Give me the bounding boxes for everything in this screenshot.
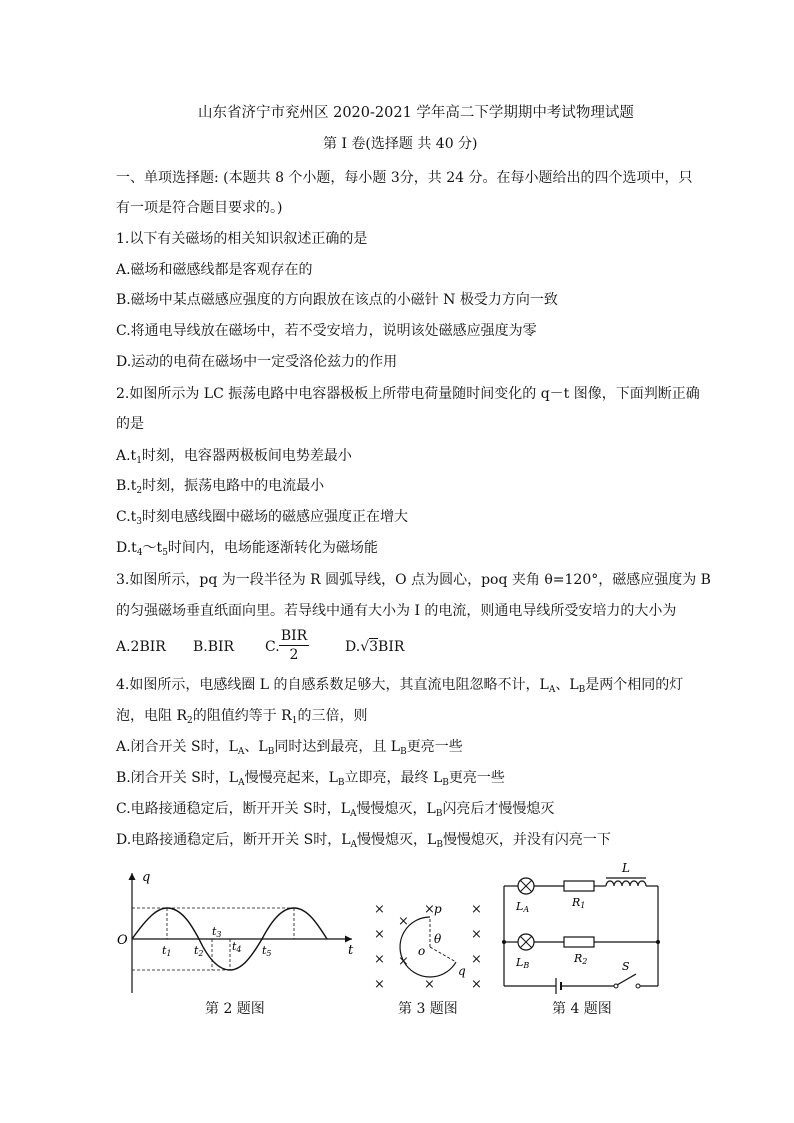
fig3-field-crosses (374, 902, 482, 992)
section-instructions-line1: 一、单项选择题: (本题共 8 个小题，每小题 3分，共 24 分。在每小题给出的四个选项中，只 (116, 170, 693, 186)
q3-fraction-denominator: 2 (289, 647, 299, 663)
fig4-inductor-l (606, 881, 646, 886)
q2-stem-line2: 的是 (116, 416, 144, 432)
fig2-qt-graph (112, 868, 362, 998)
q4-stem-line2: 泡，电阻 $R_2$的阻值约等于 $R_1$的三倍，则 (116, 708, 368, 726)
fig3-p-label: p (434, 902, 442, 916)
q2-option-d: $D.t_4\sim t_5$时间内，电场能逐渐转化为磁场能 (116, 540, 378, 558)
fig2-t4-label: t4 (232, 940, 242, 954)
fig3-radius-oq (430, 947, 456, 962)
svg-text:×: × (424, 902, 435, 917)
fig2-t5-label: t5 (262, 944, 272, 958)
fig4-switch-contact (636, 984, 640, 988)
page-title: 山东省济宁市兖州区 2020-2021 学年高二下学期期中考试物理试题 (198, 105, 634, 121)
q3-stem-line1: 3.如图所示，pq 为一段半径为 R 圆弧导线，O 点为圆心，poq 夹角 θ=120°，磁感应强度为 B (116, 572, 711, 588)
fig2-caption: 第 2 题图 (205, 1001, 265, 1017)
fig2-origin-label: O (117, 933, 128, 948)
fig2-q-label: q (142, 870, 151, 885)
q3-option-d: D.√3BIR (345, 639, 405, 655)
section-subtitle: 第 I 卷(选择题 共 40 分) (323, 136, 478, 152)
svg-text:×: × (471, 952, 482, 967)
q2-stem-line1: 2.如图所示为 LC 振荡电路中电容器极板上所带电荷量随时间变化的 q－t 图像，下面判断正确 (116, 386, 700, 402)
q4-option-d: D.电路接通稳定后，断开开关 S时，$L_A$慢慢熄灭，$L_B$慢慢熄灭，并没有闪亮一下 (116, 832, 611, 850)
q2-option-a: $A.t_1$时刻，电容器两极板间电势差最小 (116, 448, 352, 466)
fig2-t-label: t (348, 943, 354, 958)
q3-stem-line2: 的匀强磁场垂直纸面向里。若导线中通有大小为 I 的电流，则通电导线所受安培力的大小为 (116, 603, 677, 619)
q4-option-a: A.闭合开关 S时，$L_A$、$L_B$同时达到最亮，且 $L_B$更亮一些 (116, 739, 463, 757)
svg-text:×: × (398, 954, 409, 969)
svg-text:×: × (471, 927, 482, 942)
fig4-caption: 第 4 题图 (552, 1001, 612, 1017)
fig4-switch-blade (617, 974, 636, 985)
fig3-arc-wire (400, 917, 456, 977)
fig4-r2-label: R2 (574, 952, 588, 966)
q1-option-b: B.磁场中某点磁感应强度的方向跟放在该点的小磁针 N 极受力方向一致 (116, 292, 558, 308)
section-instructions-line2: 有一项是符合题目要求的。) (116, 200, 283, 216)
svg-text:×: × (374, 952, 385, 967)
fig4-lb-label: LB (516, 956, 530, 970)
q3-option-c-label: C. (265, 639, 280, 655)
fig4-resistor-r1 (564, 881, 594, 891)
fig4-resistor-r2 (564, 937, 594, 947)
q2-option-b: $B.t_2$时刻，振荡电路中的电流最小 (116, 478, 325, 496)
q4-stem-line1: 4.如图所示，电感线圈 L 的自感系数足够大，其直流电阻忽略不计，$L_A$、$L_B$是两个相同的灯 (116, 677, 684, 695)
svg-text:×: × (374, 902, 385, 917)
q2-option-c: $C.t_3$时刻电感线圈中磁场的磁感应强度正在增大 (116, 509, 409, 527)
fig4-node-left (502, 940, 506, 944)
q1-stem: 1.以下有关磁场的相关知识叙述正确的是 (116, 231, 368, 247)
fig2-t1-label: t1 (162, 944, 172, 958)
svg-text:×: × (374, 927, 385, 942)
fig4-lamp-a (518, 878, 534, 894)
svg-text:×: × (471, 977, 482, 992)
fig2-t2-label: t2 (194, 944, 204, 958)
q1-option-a: A.磁场和磁感线都是客观存在的 (116, 262, 313, 278)
fig3-q-label: q (458, 964, 466, 978)
fig2-t3-label: t3 (212, 925, 222, 939)
fig4-l-label: L (622, 861, 630, 875)
fig4-r1-label: R1 (572, 896, 586, 910)
sqrt-symbol: √ (360, 639, 370, 655)
fig4-s-label: S (622, 960, 630, 973)
fig4-node-right (656, 940, 660, 944)
q3-option-a: A.2BIR (116, 639, 166, 655)
q3-option-c-fraction (279, 628, 309, 664)
q3-option-b: B.BIR (193, 639, 235, 655)
svg-text:×: × (398, 914, 409, 929)
q3-fraction-numerator: BIR (280, 628, 308, 644)
svg-text:×: × (424, 977, 435, 992)
fig3-arc-field (368, 895, 488, 995)
q4-option-b: B.闭合开关 S时，$L_A$慢慢亮起来，$L_B$立即亮，最终 $L_B$更亮一些 (116, 770, 505, 788)
fig3-caption: 第 3 题图 (398, 1001, 458, 1017)
q1-option-d: D.运动的电荷在磁场中一定受洛伦兹力的作用 (116, 354, 398, 370)
fig3-theta-label: θ (434, 932, 442, 946)
q4-option-c: C.电路接通稳定后，断开开关 S时，$L_A$慢慢熄灭，$L_B$闪亮后才慢慢熄灭 (116, 801, 555, 819)
fig4-circuit (496, 858, 666, 998)
fig4-la-label: LA (516, 900, 530, 914)
svg-text:×: × (471, 902, 482, 917)
fig4-lamp-b (518, 934, 534, 950)
svg-text:×: × (374, 977, 385, 992)
q1-option-c: C.将通电导线放在磁场中，若不受安培力，说明该处磁感应强度为零 (116, 323, 537, 339)
fig3-o-label: o (418, 944, 426, 958)
